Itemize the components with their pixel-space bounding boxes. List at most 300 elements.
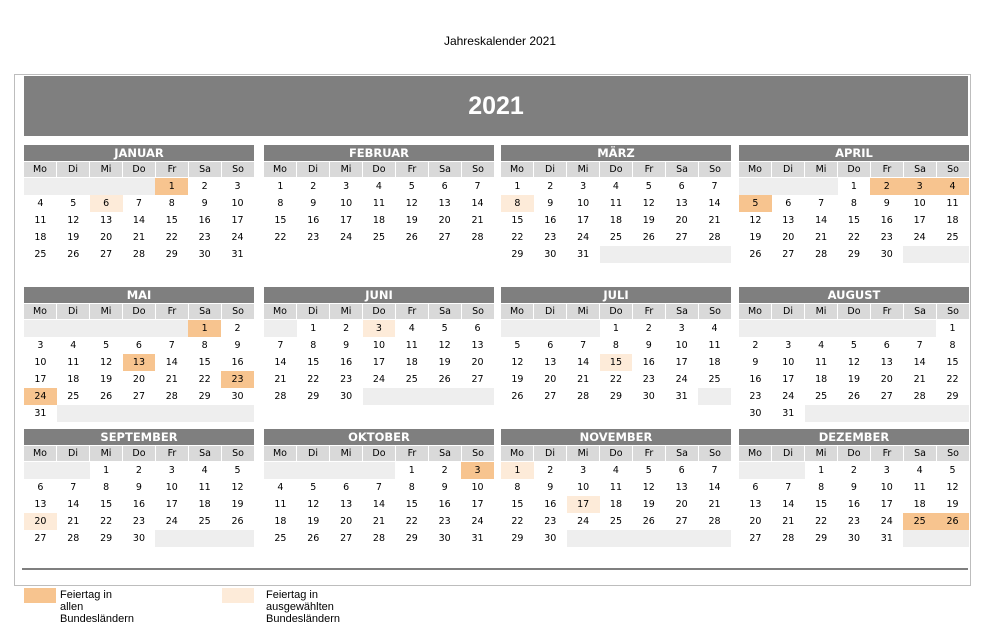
weekday-label: Mi (805, 161, 838, 177)
day-cell: 9 (310, 198, 317, 209)
day-cell: 21 (577, 374, 590, 385)
empty-day-cell (90, 178, 123, 195)
empty-day-cell (264, 462, 297, 479)
empty-day-cell (188, 405, 221, 422)
day-cell: 23 (198, 232, 211, 243)
empty-day-cell (57, 320, 90, 337)
day-cell: 17 (567, 496, 600, 513)
empty-day-cell (665, 246, 698, 263)
day-cell: 24 (880, 516, 893, 527)
day-cell: 31 (880, 533, 893, 544)
day-cell: 2 (547, 181, 554, 192)
day-cell: 30 (642, 391, 655, 402)
day-cell: 20 (24, 513, 57, 530)
day-cell: 23 (438, 516, 451, 527)
day-cell: 1 (155, 178, 188, 195)
day-cell: 2 (201, 181, 208, 192)
day-cell: 30 (438, 533, 451, 544)
weekday-label: Mi (330, 161, 363, 177)
weekday-label: Fr (633, 445, 666, 461)
empty-day-cell (57, 178, 90, 195)
day-cell: 26 (642, 232, 655, 243)
day-cell: 4 (612, 181, 619, 192)
weekday-label: Do (123, 445, 156, 461)
weekday-label: Do (363, 303, 396, 319)
day-cell: 21 (274, 374, 287, 385)
weekday-label: Do (600, 445, 633, 461)
weekday-header-row (24, 303, 254, 320)
day-cell: 24 (471, 516, 484, 527)
day-cell: 3 (343, 181, 350, 192)
day-cell: 19 (67, 232, 80, 243)
day-cell: 3 (580, 181, 587, 192)
weekday-label: Di (57, 445, 90, 461)
day-cell: 1 (514, 181, 521, 192)
day-cell: 28 (708, 516, 721, 527)
empty-day-cell (632, 530, 665, 547)
day-cell: 13 (100, 215, 113, 226)
day-cell: 14 (913, 357, 926, 368)
day-cell: 13 (880, 357, 893, 368)
day-cell: 11 (372, 198, 385, 209)
day-cell: 7 (135, 198, 142, 209)
day-grid (501, 178, 731, 263)
empty-day-cell (90, 320, 123, 337)
day-cell: 1 (408, 465, 415, 476)
weekday-label: Mi (90, 303, 123, 319)
day-cell: 19 (642, 499, 655, 510)
weekday-label: Fr (156, 303, 189, 319)
day-cell: 8 (850, 198, 857, 209)
empty-day-cell (838, 405, 871, 422)
day-cell: 25 (708, 374, 721, 385)
day-cell: 8 (103, 482, 110, 493)
day-cell: 10 (165, 482, 178, 493)
day-cell: 10 (913, 198, 926, 209)
month-title: NOVEMBER (501, 429, 731, 445)
day-cell: 11 (198, 482, 211, 493)
day-cell: 17 (471, 499, 484, 510)
empty-day-cell (838, 320, 871, 337)
day-grid (24, 462, 254, 547)
empty-day-cell (739, 462, 772, 479)
day-cell: 8 (168, 198, 175, 209)
day-cell: 4 (37, 198, 44, 209)
empty-day-cell (155, 530, 188, 547)
day-cell: 10 (471, 482, 484, 493)
empty-day-cell (772, 320, 805, 337)
weekday-label: Mo (739, 445, 772, 461)
weekday-label: Mo (501, 303, 534, 319)
day-cell: 19 (749, 232, 762, 243)
weekday-label: Mi (330, 303, 363, 319)
day-cell: 1 (612, 323, 619, 334)
day-cell: 18 (198, 499, 211, 510)
empty-day-cell (772, 462, 805, 479)
day-cell: 23 (307, 232, 320, 243)
page-title: Jahreskalender 2021 (443, 34, 557, 48)
day-cell: 28 (708, 232, 721, 243)
weekday-label: Sa (429, 161, 462, 177)
day-cell: 8 (310, 340, 317, 351)
day-cell: 25 (34, 249, 47, 260)
day-cell: 12 (511, 357, 524, 368)
day-cell: 17 (340, 215, 353, 226)
day-cell: 23 (847, 516, 860, 527)
day-cell: 16 (749, 374, 762, 385)
day-cell: 27 (340, 533, 353, 544)
weekday-header-row (501, 445, 731, 462)
day-cell: 21 (165, 374, 178, 385)
weekday-header-row (264, 445, 494, 462)
day-cell: 23 (340, 374, 353, 385)
day-cell: 9 (645, 340, 652, 351)
day-cell: 8 (201, 340, 208, 351)
day-cell: 30 (198, 249, 211, 260)
day-cell: 21 (708, 499, 721, 510)
day-cell: 29 (100, 533, 113, 544)
day-cell: 18 (405, 357, 418, 368)
day-cell: 25 (946, 232, 959, 243)
day-cell: 11 (67, 357, 80, 368)
day-cell: 16 (880, 215, 893, 226)
day-cell: 31 (471, 533, 484, 544)
day-cell: 28 (274, 391, 287, 402)
day-cell: 23 (642, 374, 655, 385)
empty-day-cell (123, 320, 156, 337)
day-cell: 27 (782, 249, 795, 260)
day-cell: 6 (135, 340, 142, 351)
day-cell: 14 (815, 215, 828, 226)
day-cell: 23 (749, 391, 762, 402)
day-cell: 21 (372, 516, 385, 527)
weekday-label: Di (534, 161, 567, 177)
day-cell: 7 (375, 482, 382, 493)
weekday-header-row (739, 445, 969, 462)
empty-day-cell (903, 405, 936, 422)
day-cell: 13 (438, 198, 451, 209)
day-cell: 15 (274, 215, 287, 226)
day-cell: 2 (645, 323, 652, 334)
day-cell: 11 (405, 340, 418, 351)
day-cell: 2 (135, 465, 142, 476)
day-cell: 24 (231, 232, 244, 243)
empty-day-cell (936, 246, 969, 263)
day-cell: 15 (100, 499, 113, 510)
day-cell: 11 (815, 357, 828, 368)
weekday-label: Do (363, 161, 396, 177)
day-cell: 30 (880, 249, 893, 260)
weekday-label: Mi (330, 445, 363, 461)
day-cell: 10 (880, 482, 893, 493)
weekday-label: Do (123, 303, 156, 319)
day-cell: 22 (511, 516, 524, 527)
day-cell: 17 (577, 215, 590, 226)
weekday-label: Mi (567, 303, 600, 319)
day-cell: 7 (785, 482, 792, 493)
day-cell: 29 (511, 249, 524, 260)
day-cell: 15 (405, 499, 418, 510)
day-cell: 6 (883, 340, 890, 351)
month-block (739, 287, 969, 422)
weekday-label: So (937, 445, 969, 461)
empty-day-cell (395, 388, 428, 405)
weekday-label: Mo (24, 445, 57, 461)
empty-day-cell (24, 320, 57, 337)
day-cell: 20 (880, 374, 893, 385)
weekday-label: Sa (189, 445, 222, 461)
day-cell: 18 (372, 215, 385, 226)
day-cell: 2 (547, 465, 554, 476)
weekday-label: Do (600, 303, 633, 319)
day-cell: 25 (609, 516, 622, 527)
day-cell: 18 (946, 215, 959, 226)
day-cell: 10 (231, 198, 244, 209)
empty-day-cell (698, 388, 731, 405)
weekday-label: Fr (156, 445, 189, 461)
day-cell: 6 (37, 482, 44, 493)
day-cell: 2 (310, 181, 317, 192)
day-cell: 21 (471, 215, 484, 226)
empty-day-cell (155, 405, 188, 422)
day-cell: 13 (340, 499, 353, 510)
day-cell: 3 (883, 465, 890, 476)
weekday-label: Do (600, 161, 633, 177)
month-title: SEPTEMBER (24, 429, 254, 445)
day-cell: 28 (165, 391, 178, 402)
day-cell: 19 (405, 215, 418, 226)
day-cell: 4 (375, 181, 382, 192)
empty-day-cell (600, 530, 633, 547)
day-cell: 16 (132, 499, 145, 510)
empty-day-cell (567, 320, 600, 337)
day-cell: 6 (752, 482, 759, 493)
empty-day-cell (903, 320, 936, 337)
day-cell: 27 (544, 391, 557, 402)
weekday-label: Do (838, 161, 871, 177)
weekday-label: Mo (739, 161, 772, 177)
day-cell: 5 (310, 482, 317, 493)
day-cell: 10 (577, 198, 590, 209)
day-cell: 13 (34, 499, 47, 510)
empty-day-cell (870, 405, 903, 422)
day-cell: 25 (609, 232, 622, 243)
day-cell: 29 (307, 391, 320, 402)
day-cell: 30 (231, 391, 244, 402)
day-cell: 25 (198, 516, 211, 527)
day-cell: 23 (132, 516, 145, 527)
empty-day-cell (24, 178, 57, 195)
weekday-label: Sa (429, 445, 462, 461)
day-cell: 27 (749, 533, 762, 544)
month-block (264, 429, 494, 547)
weekday-label: Di (534, 445, 567, 461)
day-cell: 6 (678, 181, 685, 192)
empty-day-cell (665, 530, 698, 547)
day-cell: 14 (782, 499, 795, 510)
day-cell: 17 (34, 374, 47, 385)
weekday-label: Sa (666, 303, 699, 319)
day-cell: 1 (277, 181, 284, 192)
legend-label-all: Feiertag in allen Bundesländern (60, 589, 135, 625)
day-cell: 15 (198, 357, 211, 368)
day-cell: 30 (340, 391, 353, 402)
legend-label-some: Feiertag in ausgewählten Bundesländern (266, 589, 341, 625)
day-cell: 24 (165, 516, 178, 527)
day-cell: 27 (675, 516, 688, 527)
empty-day-cell (600, 246, 633, 263)
day-cell: 4 (70, 340, 77, 351)
empty-day-cell (461, 388, 494, 405)
day-cell: 4 (612, 465, 619, 476)
day-cell: 29 (405, 533, 418, 544)
day-cell: 6 (441, 181, 448, 192)
day-cell: 20 (675, 499, 688, 510)
day-cell: 13 (675, 198, 688, 209)
empty-day-cell (297, 462, 330, 479)
weekday-label: Mo (264, 303, 297, 319)
day-cell: 3 (785, 340, 792, 351)
day-cell: 2 (343, 323, 350, 334)
day-cell: 15 (307, 357, 320, 368)
day-cell: 9 (135, 482, 142, 493)
day-cell: 22 (511, 232, 524, 243)
day-cell: 17 (913, 215, 926, 226)
weekday-label: Mi (805, 445, 838, 461)
month-title: DEZEMBER (739, 429, 969, 445)
month-title: MAI (24, 287, 254, 303)
day-cell: 28 (372, 533, 385, 544)
day-cell: 29 (198, 391, 211, 402)
day-cell: 23 (221, 371, 254, 388)
day-cell: 6 (678, 465, 685, 476)
day-cell: 7 (580, 340, 587, 351)
day-cell: 17 (231, 215, 244, 226)
weekday-label: So (222, 303, 254, 319)
day-cell: 1 (818, 465, 825, 476)
empty-day-cell (264, 320, 297, 337)
weekday-label: Mo (24, 303, 57, 319)
day-cell: 7 (916, 340, 923, 351)
day-cell: 14 (132, 215, 145, 226)
month-block (24, 429, 254, 547)
day-cell: 11 (274, 499, 287, 510)
day-cell: 9 (850, 482, 857, 493)
day-cell: 8 (949, 340, 956, 351)
weekday-label: Sa (429, 303, 462, 319)
weekday-label: Sa (904, 161, 937, 177)
day-cell: 19 (642, 215, 655, 226)
day-cell: 26 (67, 249, 80, 260)
day-cell: 5 (234, 465, 241, 476)
empty-day-cell (428, 388, 461, 405)
day-cell: 29 (511, 533, 524, 544)
day-grid (24, 178, 254, 263)
day-cell: 26 (438, 374, 451, 385)
day-cell: 19 (231, 499, 244, 510)
empty-day-cell (772, 178, 805, 195)
day-cell: 15 (815, 499, 828, 510)
month-title: AUGUST (739, 287, 969, 303)
day-cell: 20 (100, 232, 113, 243)
day-cell: 6 (547, 340, 554, 351)
day-cell: 24 (782, 391, 795, 402)
day-cell: 19 (438, 357, 451, 368)
empty-day-cell (123, 178, 156, 195)
day-cell: 11 (609, 482, 622, 493)
weekday-label: Fr (871, 303, 904, 319)
day-cell: 14 (708, 482, 721, 493)
empty-day-cell (739, 320, 772, 337)
year-banner: 2021 (24, 76, 968, 136)
empty-day-cell (805, 320, 838, 337)
day-cell: 3 (168, 465, 175, 476)
day-grid (739, 320, 969, 422)
weekday-label: So (462, 161, 494, 177)
empty-day-cell (363, 388, 396, 405)
empty-day-cell (936, 530, 969, 547)
month-title: MÄRZ (501, 145, 731, 161)
empty-day-cell (739, 178, 772, 195)
day-cell: 4 (916, 465, 923, 476)
weekday-header-row (24, 445, 254, 462)
weekday-label: Sa (904, 445, 937, 461)
day-cell: 5 (103, 340, 110, 351)
legend-swatch-all (24, 588, 56, 603)
empty-day-cell (221, 405, 254, 422)
legend-swatch-some (222, 588, 254, 603)
empty-day-cell (805, 405, 838, 422)
day-cell: 25 (67, 391, 80, 402)
day-cell: 2 (441, 465, 448, 476)
day-cell: 28 (67, 533, 80, 544)
day-cell: 13 (123, 354, 156, 371)
day-cell: 11 (34, 215, 47, 226)
day-grid (501, 320, 731, 405)
weekday-label: Di (57, 303, 90, 319)
month-block (739, 145, 969, 263)
day-cell: 3 (363, 320, 396, 337)
empty-day-cell (330, 462, 363, 479)
day-cell: 3 (461, 462, 494, 479)
empty-day-cell (221, 530, 254, 547)
day-cell: 10 (372, 340, 385, 351)
day-cell: 3 (580, 465, 587, 476)
day-cell: 3 (678, 323, 685, 334)
day-cell: 15 (511, 499, 524, 510)
day-cell: 13 (471, 340, 484, 351)
day-cell: 17 (675, 357, 688, 368)
day-cell: 5 (949, 465, 956, 476)
day-cell: 16 (544, 215, 557, 226)
day-cell: 14 (372, 499, 385, 510)
day-cell: 9 (441, 482, 448, 493)
day-cell: 18 (274, 516, 287, 527)
month-block (264, 145, 494, 246)
day-cell: 16 (198, 215, 211, 226)
day-cell: 15 (946, 357, 959, 368)
day-cell: 11 (913, 482, 926, 493)
day-cell: 22 (100, 516, 113, 527)
day-cell: 24 (675, 374, 688, 385)
month-title: JULI (501, 287, 731, 303)
day-cell: 8 (612, 340, 619, 351)
day-cell: 7 (168, 340, 175, 351)
day-cell: 19 (307, 516, 320, 527)
day-cell: 14 (67, 499, 80, 510)
day-cell: 18 (913, 499, 926, 510)
empty-day-cell (24, 462, 57, 479)
